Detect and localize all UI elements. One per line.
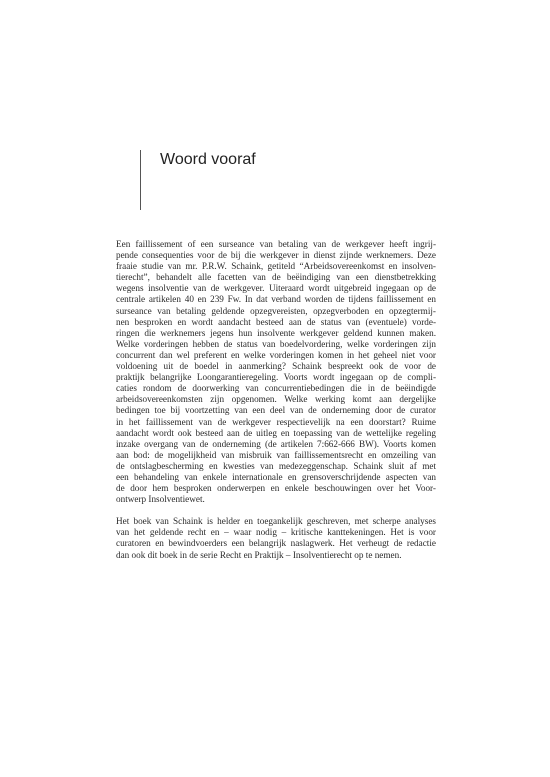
text-line: surseance van betaling geldende opzegvereisten, opzegverboden en opzegtermij- xyxy=(116,305,436,316)
text-line: aandacht wordt ook besteed aan de uitleg en toepassing van de wettelijke regeling xyxy=(116,427,436,438)
text-line: centrale artikelen 40 en 239 Fw. In dat verband worden de tijdens faillissement en xyxy=(116,294,436,305)
text-line: praktijk belangrijke Loongarantieregeling. Voorts wordt ingegaan op de compli- xyxy=(116,372,436,383)
text-line: concurrent dan wel preferent en welke vorderingen komen in het geheel niet voor xyxy=(116,349,436,360)
chapter-title: Woord vooraf xyxy=(160,151,256,168)
text-line: wegens insolventie van de werkgever. Uiteraard wordt uitgebreid ingegaan op de xyxy=(116,283,436,294)
text-line: de door hem besproken onderwerpen en enkele beschouwingen over het Voor- xyxy=(116,483,436,494)
text-line: Het boek van Schaink is helder en toegankelijk geschreven, met scherpe analyses xyxy=(116,516,436,527)
text-line: ontwerp Insolventiewet. xyxy=(116,494,205,505)
text-line: inzake overgang van de onderneming (de artikelen 7:662-666 BW). Voorts komen xyxy=(116,438,436,449)
text-line: Een faillissement of een surseance van betaling van de werkgever heeft ingrij- xyxy=(116,239,436,249)
heading-vertical-rule xyxy=(140,150,141,210)
text-line: van het geldende recht en – waar nodig – kritische kanttekeningen. Het is voor xyxy=(116,527,436,538)
text-line: tierecht”, behandelt alle facetten van de beëindiging van een dienstbetrekking xyxy=(116,272,436,283)
text-line: fraaie studie van mr. P.R.W. Schaink, getiteld “Arbeidsovereenkomst en insolven- xyxy=(116,261,436,272)
text-line: pende consequenties voor de bij die werkgever in dienst zijnde werknemers. Deze xyxy=(116,250,436,261)
text-line: bedingen toe bij voortzetting van een deel van de onderneming door de curator xyxy=(116,405,436,416)
text-line: aan bod: de mogelijkheid van misbruik van faillissementsrecht en omzeiling van xyxy=(116,449,436,460)
paragraph-1 xyxy=(116,239,436,505)
text-line: de ontslagbescherming en kwesties van medezeggenschap. Schaink sluit af met xyxy=(116,460,436,471)
text-line: dan ook dit boek in de serie Recht en Praktijk – Insolventierecht op te nemen. xyxy=(116,549,402,560)
text-line: arbeidsovereenkomsten zijn opgenomen. Welke werking komt aan dergelijke xyxy=(116,394,436,405)
paragraph-2 xyxy=(116,516,436,560)
text-line: ringen die werknemers jegens hun insolvente werkgever geldend kunnen maken. xyxy=(116,327,436,338)
text-line: voldoening uit de boedel in aanmerking? Schaink bespreekt ook de voor de xyxy=(116,361,436,372)
text-line: curatoren en bewindvoerders een belangrijk naslagwerk. Het verheugt de redactie xyxy=(116,538,436,549)
body-text xyxy=(116,239,436,561)
paragraph-gap xyxy=(116,505,436,516)
text-line: nen besproken en wordt aandacht besteed aan de status van (eventuele) vorde- xyxy=(116,316,436,327)
text-line: een behandeling van enkele internationale en grensoverschrijdende aspecten van xyxy=(116,471,436,482)
text-line: caties rondom de doorwerking van concurrentiebedingen die in de beëindigde xyxy=(116,383,436,394)
text-line: Welke vorderingen hebben de status van boedelvordering, welke vorderingen zijn xyxy=(116,338,436,349)
text-line: in het faillissement van de werkgever respectievelijk na een doorstart? Ruime xyxy=(116,416,436,427)
